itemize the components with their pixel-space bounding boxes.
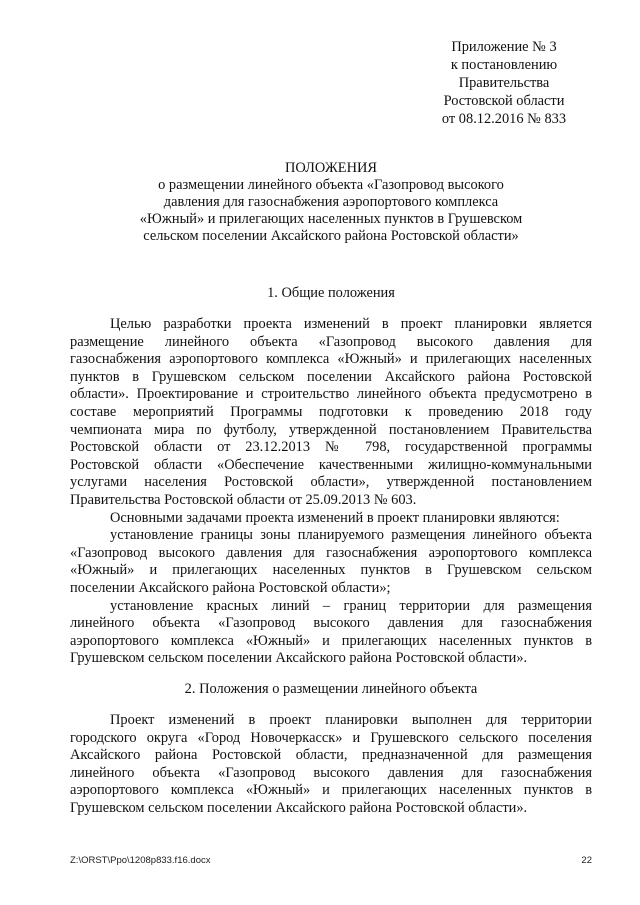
body-line: линейного объекта «Газопровод высокого давления для газоснабжения bbox=[70, 615, 592, 632]
body-line: пунктов в Грушевском сельском поселении Аксайского района Ростовской bbox=[70, 368, 592, 385]
body-line: Аксайского района Ростовской области, предназначенной для размещения bbox=[70, 747, 592, 764]
body-line: поселении Аксайского района Ростовской области»; bbox=[70, 579, 391, 596]
body-line: установление границы зоны планируемого размещения линейного объекта bbox=[110, 527, 592, 544]
body-line: аэропортового комплекса «Южный» и прилегающих населенных пунктов в bbox=[70, 632, 592, 649]
body-line: размещение линейного объекта «Газопровод высокого давления для bbox=[70, 333, 592, 350]
body-line: газоснабжения аэропортового комплекса «Южный» и прилегающих населенных bbox=[70, 351, 592, 368]
title-main: ПОЛОЖЕНИЯ bbox=[285, 160, 377, 176]
title-line: давления для газоснабжения аэропортового комплекса bbox=[163, 194, 499, 210]
appendix-line: Правительства bbox=[458, 75, 550, 91]
section1-heading: 1. Общие положения bbox=[267, 285, 395, 301]
section2-heading: 2. Положения о размещении линейного объекта bbox=[184, 681, 478, 697]
body-line: Проект изменений в проект планировки выполнен для территории bbox=[110, 712, 592, 728]
body-line: чемпионата мира по футболу, утвержденной постановлением Правительства bbox=[70, 421, 592, 438]
appendix-line: Приложение № 3 bbox=[451, 39, 557, 55]
body-line: «Южный» и прилегающих населенных пунктов в Грушевском сельском bbox=[70, 562, 592, 579]
title-line: о размещении линейного объекта «Газопровод высокого bbox=[158, 177, 504, 193]
section2-body bbox=[70, 712, 592, 818]
body-line: установление красных линий – границ территории для размещения bbox=[110, 597, 592, 614]
appendix-note bbox=[414, 38, 594, 128]
body-line: составе мероприятий Программы подготовки к проведению 2018 году bbox=[70, 403, 592, 420]
body-line: Грушевском сельском поселении Аксайского района Ростовской области». bbox=[70, 650, 528, 667]
body-line: Целью разработки проекта изменений в проект планировки является bbox=[110, 316, 592, 332]
body-line: Основными задачами проекта изменений в проект планировки являются: bbox=[110, 509, 560, 526]
section1-body bbox=[70, 316, 592, 668]
body-line: линейного объекта «Газопровод высокого давления для газоснабжения bbox=[70, 764, 592, 781]
body-line: Ростовской области от 23.12.2013 № 798, государственной программы bbox=[70, 439, 592, 456]
page-number: 22 bbox=[581, 855, 592, 866]
appendix-line: к постановлению bbox=[450, 57, 558, 73]
body-line: аэропортового комплекса «Южный» и прилегающих населенных пунктов в bbox=[70, 782, 592, 799]
body-line: «Газопровод высокого давления для газоснабжения аэропортового комплекса bbox=[70, 544, 592, 561]
body-line: области». Проектирование и строительство линейного объекта предусмотрено в bbox=[70, 386, 592, 403]
body-line: Ростовской области «Обеспечение качественными жилищно-коммунальными bbox=[70, 456, 592, 473]
file-path: Z:\ORST\Ppo\1208p833.f16.docx bbox=[70, 855, 211, 866]
document-title bbox=[70, 160, 592, 245]
title-line: «Южный» и прилегающих населенных пунктов в Грушевском bbox=[139, 211, 523, 227]
title-line: сельском поселении Аксайского района Ростовской области» bbox=[143, 228, 519, 244]
body-line: Правительства Ростовской области от 25.09.2013 № 603. bbox=[70, 491, 417, 508]
appendix-line: от 08.12.2016 № 833 bbox=[441, 111, 567, 127]
body-line: городского округа «Город Новочеркасск» и Грушевского сельского поселения bbox=[70, 729, 592, 746]
appendix-line: Ростовской области bbox=[443, 93, 565, 109]
body-line: Грушевском сельском поселении Аксайского района Ростовской области». bbox=[70, 799, 528, 816]
body-line: услугами населения Ростовской области», утвержденной постановлением bbox=[70, 474, 592, 491]
